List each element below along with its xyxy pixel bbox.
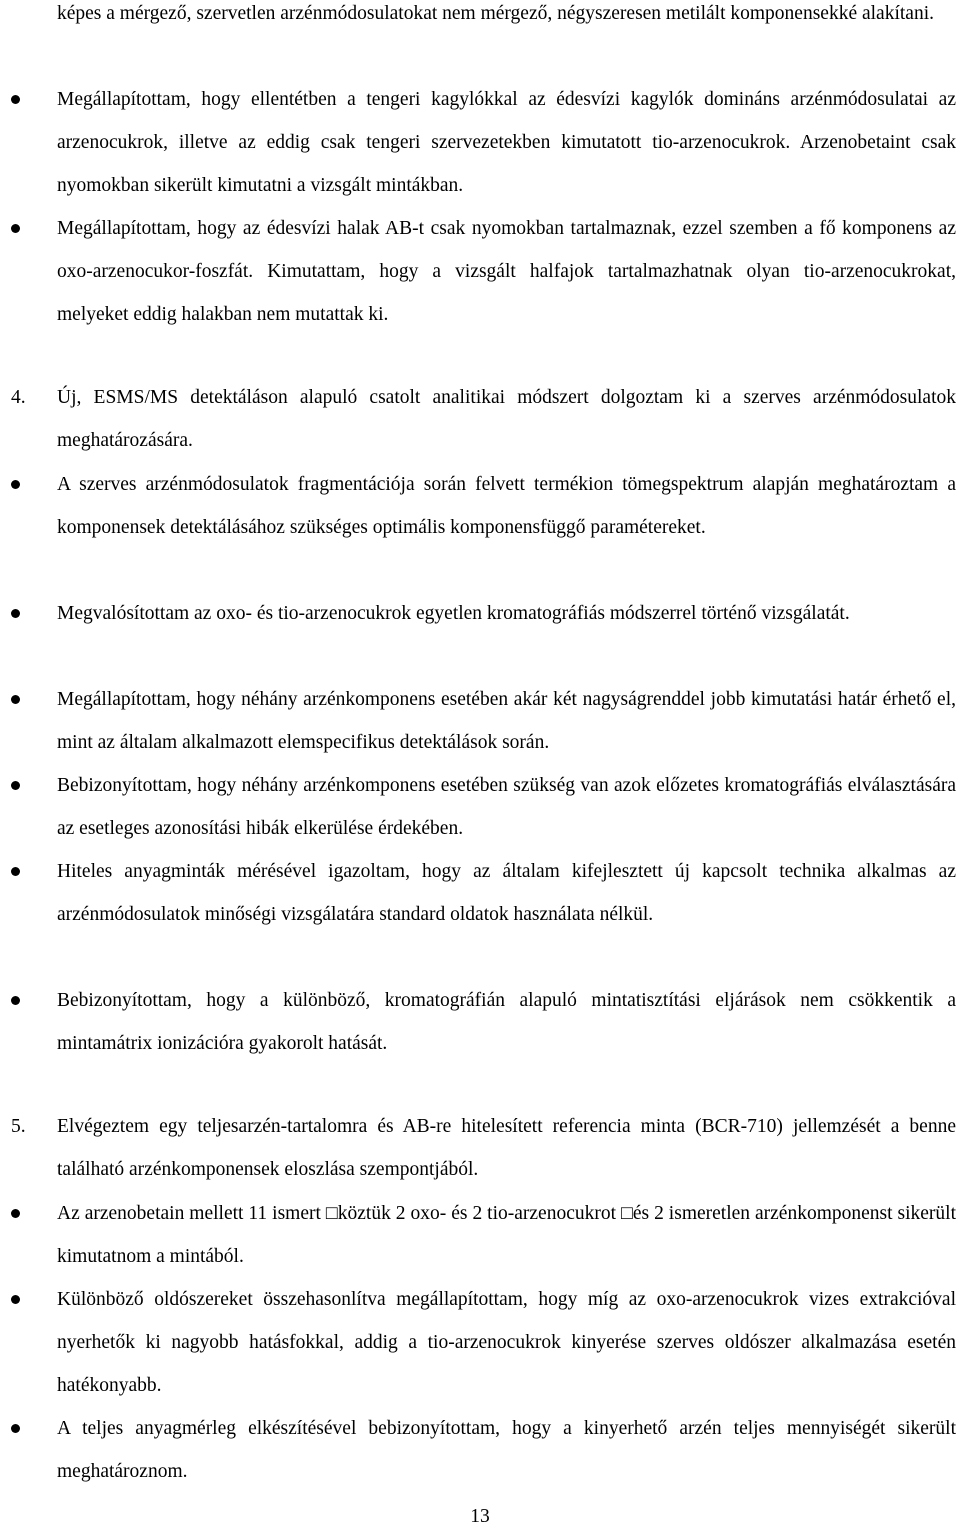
bullet-text: A szerves arzénmódosulatok fragmentációja során felvett termékion tömegspektrum alapján meghatároztam a komponensek detektálásához szükséges optimális komponensfüggő paramétereket. bbox=[57, 474, 956, 538]
bullet-icon bbox=[11, 480, 20, 489]
bullet-text: Az arzenobetain mellett 11 ismert □köztük 2 oxo- és 2 tio-arzenocukrot □és 2 ismeretlen arzénkomponenst sikerült kimutatnom a mintából. bbox=[57, 1203, 956, 1267]
bullet-text: Bebizonyítottam, hogy néhány arzénkomponens esetében szükség van azok előzetes kromatográfiás elválasztására az esetleges azonosítási hibák elkerülése érdekében. bbox=[57, 775, 956, 839]
bullet-item bbox=[57, 1407, 956, 1493]
bullet-item bbox=[57, 78, 956, 207]
bullet-item bbox=[57, 678, 956, 764]
bullet-text: Megvalósítottam az oxo- és tio-arzenocukrok egyetlen kromatográfiás módszerrel történő vizsgálatát. bbox=[57, 603, 850, 624]
bullet-icon bbox=[11, 95, 20, 104]
numbered-item bbox=[57, 1105, 956, 1191]
bullet-icon bbox=[11, 781, 20, 790]
bullet-item bbox=[57, 463, 956, 549]
bullet-item bbox=[57, 1278, 956, 1407]
bullet-item bbox=[57, 1192, 956, 1278]
numbered-item bbox=[57, 376, 956, 462]
bullet-text: Különböző oldószereket összehasonlítva megállapítottam, hogy míg az oxo-arzenocukrok vizes extrakcióval nyerhetők ki nagyobb hatásfokkal, addig a tio-arzenocukrok kinyerése szerves oldószer alkalmazása esetén hatékonyabb. bbox=[57, 1289, 956, 1396]
paragraph-continuation bbox=[57, 0, 956, 35]
item-number: 4. bbox=[11, 387, 26, 408]
bullet-icon bbox=[11, 224, 20, 233]
paragraph-text: képes a mérgező, szervetlen arzénmódosulatokat nem mérgező, négyszeresen metilált komponensekké alakítani. bbox=[57, 3, 934, 24]
numbered-text: Elvégeztem egy teljesarzén-tartalomra és AB-re hitelesített referencia minta (BCR-710) jellemzését a benne található arzénkomponensek eloszlása szempontjából. bbox=[57, 1116, 956, 1180]
item-number: 5. bbox=[11, 1116, 26, 1137]
bullet-item bbox=[57, 979, 956, 1065]
bullet-text: Megállapítottam, hogy az édesvízi halak AB-t csak nyomokban tartalmaznak, ezzel szemben a fő komponens az oxo-arzenocukor-foszfát. Kimutattam, hogy a vizsgált halfajok tartalmazhatnak olyan tio-arzenocukrokat, melyeket eddig halakban nem mutattak ki. bbox=[57, 218, 956, 325]
bullet-icon bbox=[11, 996, 20, 1005]
bullet-text: Bebizonyítottam, hogy a különböző, kromatográfián alapuló mintatisztítási eljárások nem csökkentik a mintamátrix ionizációra gyakorolt hatását. bbox=[57, 990, 956, 1054]
bullet-item bbox=[57, 207, 956, 336]
numbered-text: Új, ESMS/MS detektáláson alapuló csatolt analitikai módszert dolgoztam ki a szerves arzénmódosulatok meghatározására. bbox=[57, 387, 956, 451]
bullet-icon bbox=[11, 609, 20, 618]
bullet-icon bbox=[11, 1424, 20, 1433]
bullet-text: A teljes anyagmérleg elkészítésével bebizonyítottam, hogy a kinyerhető arzén teljes mennyiségét sikerült meghatároznom. bbox=[57, 1418, 956, 1482]
bullet-text: Megállapítottam, hogy ellentétben a tengeri kagylókkal az édesvízi kagylók domináns arzénmódosulatai az arzenocukrok, illetve az eddig csak tengeri szervezetekben kimutatott tio-arzenocukrok. Arzenobetaint csak nyomokban sikerült kimutatni a vizsgált mintákban. bbox=[57, 89, 956, 196]
bullet-item bbox=[57, 592, 956, 635]
bullet-item bbox=[57, 850, 956, 936]
bullet-text: Hiteles anyagminták mérésével igazoltam, hogy az általam kifejlesztett új kapcsolt technika alkalmas az arzénmódosulatok minőségi vizsgálatára standard oldatok használata nélkül. bbox=[57, 861, 956, 925]
bullet-item bbox=[57, 764, 956, 850]
bullet-icon bbox=[11, 1295, 20, 1304]
bullet-icon bbox=[11, 695, 20, 704]
page-number: 13 bbox=[470, 1506, 490, 1527]
bullet-icon bbox=[11, 1209, 20, 1218]
bullet-text: Megállapítottam, hogy néhány arzénkomponens esetében akár két nagyságrenddel jobb kimutatási határ érhető el, mint az általam alkalmazott elemspecifikus detektálások során. bbox=[57, 689, 956, 753]
bullet-icon bbox=[11, 867, 20, 876]
